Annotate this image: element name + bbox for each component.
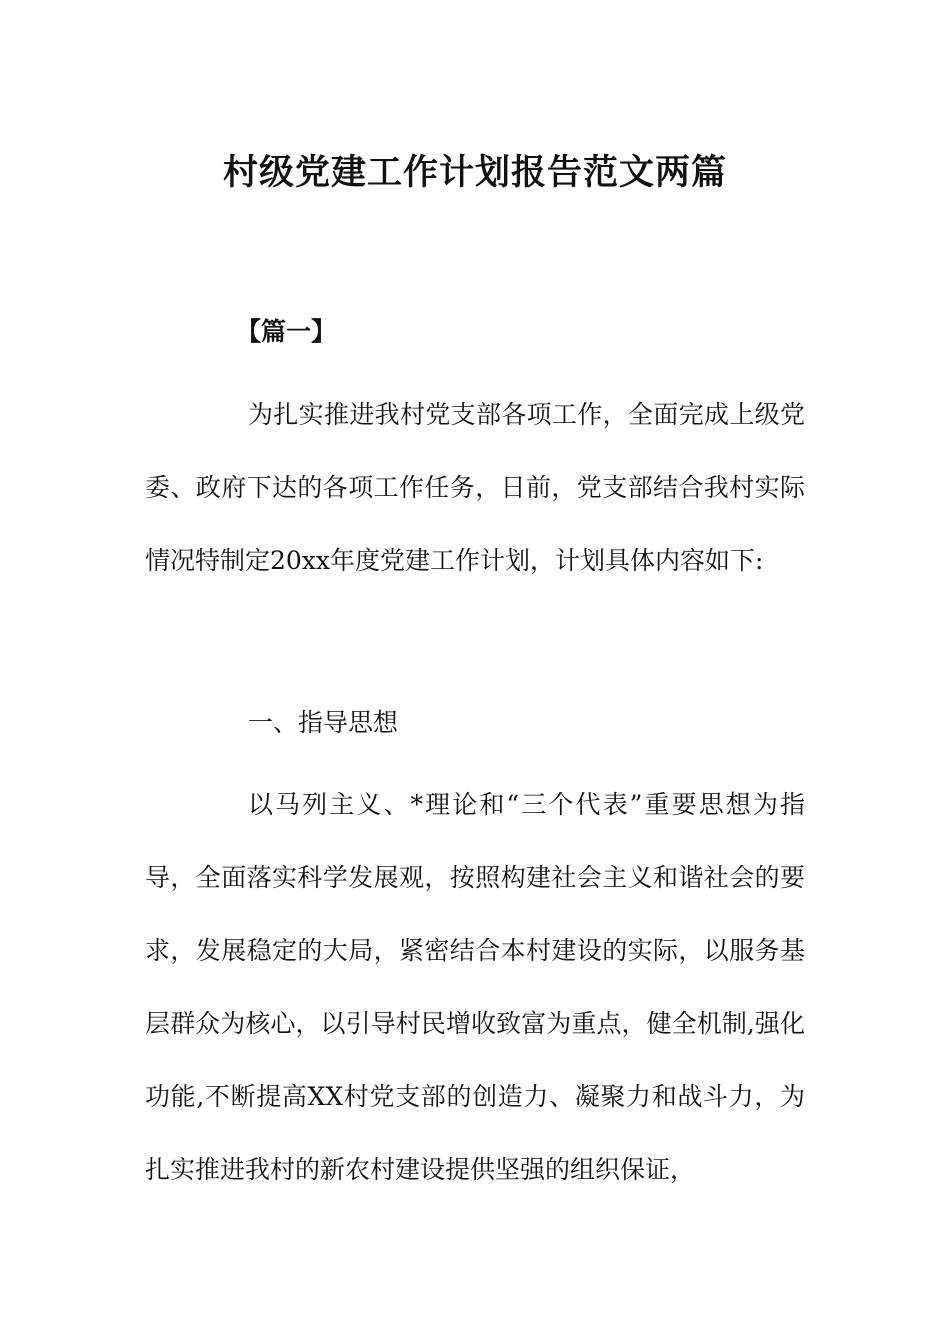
section-heading: 一、指导思想 [248, 708, 399, 737]
section-mark: 【篇一】 [236, 317, 337, 346]
document-title: 村级党建工作计划报告范文两篇 [222, 153, 727, 193]
guiding-ideology-paragraph: 以马列主义、*理论和“三个代表”重要思想为指导，全面落实科学发展观，按照构建社会主义和谐社会的要求，发展稳定的大局，紧密结合本村建设的实际，以服务基层群众为核心，以引导村民增收致富为重点，健全机制,强化功能,不断提高XX村党支部的创造力、凝聚力和战斗力，为扎实推进我村的新农村建设提供坚强的组织保证， [145, 790, 805, 1184]
intro-paragraph: 为扎实推进我村党支部各项工作，全面完成上级党委、政府下达的各项工作任务，日前，党支部结合我村实际情况特制定20xx年度党建工作计划，计划具体内容如下: [145, 400, 805, 575]
